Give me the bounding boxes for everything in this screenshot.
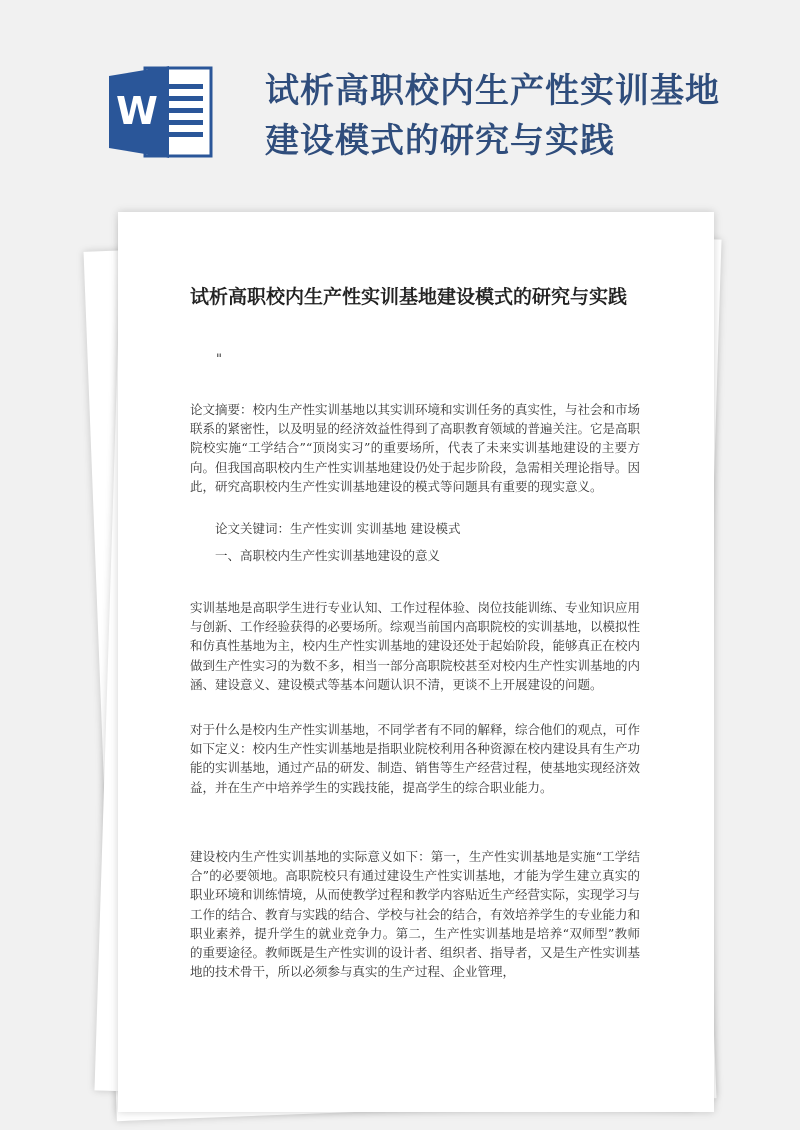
word-document-icon (107, 62, 215, 162)
banner-title: 试析高职校内生产性实训基地建设模式的研究与实践 (265, 71, 720, 161)
quote-mark: " (216, 352, 222, 367)
body-paragraph: 建设校内生产性实训基地的实际意义如下：第一，生产性实训基地是实施“工学结合”的必要领地。高职院校只有通过建设生产性实训基地，才能为学生建立真实的职业环境和训练情境，从而使教学过程和教学内容贴近生产经营实际，实现学习与工作的结合、教育与实践的结合、学校与社会的结合，有效培养学生的专业能力和职业素养，提升学生的就业竞争力。第二，生产性实训基地是培养“双师型”教师的重要途径。教师既是生产性实训的设计者、组织者、指导者，又是生产性实训基地的技术骨干，所以必须参与真实的生产过程、企业管理， (190, 849, 641, 980)
section-heading: 一、高职校内生产性实训基地建设的意义 (215, 548, 441, 563)
keywords-line: 论文关键词：生产性实训 实训基地 建设模式 (215, 521, 461, 536)
abstract-paragraph: 论文摘要：校内生产性实训基地以其实训环境和实训任务的真实性，与社会和市场联系的紧密性，以及明显的经济效益性得到了高职教育领域的普遍关注。它是高职院校实施“工学结合”“顶岗实习”的重要场所，代表了未来实训基地建设的主要方向。但我国高职校内生产性实训基地建设仍处于起步阶段，急需相关理论指导。因此，研究高职校内生产性实训基地建设的模式等问题具有重要的现实意义。 (190, 402, 641, 494)
document-page (118, 212, 714, 1112)
body-paragraph: 实训基地是高职学生进行专业认知、工作过程体验、岗位技能训练、专业知识应用与创新、工作经验获得的必要场所。综观当前国内高职院校的实训基地，以模拟性和仿真性基地为主，校内生产性实训基地的建设还处于起始阶段，能够真正在校内做到生产性实习的为数不多，相当一部分高职院校甚至对校内生产性实训基地的内涵、建设意义、建设模式等基本问题认识不清，更谈不上开展建设的问题。 (190, 600, 641, 692)
document-title: 试析高职校内生产性实训基地建设模式的研究与实践 (190, 286, 628, 308)
header-banner (0, 0, 800, 190)
body-paragraph: 对于什么是校内生产性实训基地，不同学者有不同的解释，综合他们的观点，可作如下定义：校内生产性实训基地是指职业院校利用各种资源在校内建设具有生产功能的实训基地，通过产品的研发、制造、销售等生产经营过程，使基地实现经济效益，并在生产中培养学生的实践技能，提高学生的综合职业能力。 (190, 722, 641, 795)
svg-text:W: W (116, 89, 158, 133)
